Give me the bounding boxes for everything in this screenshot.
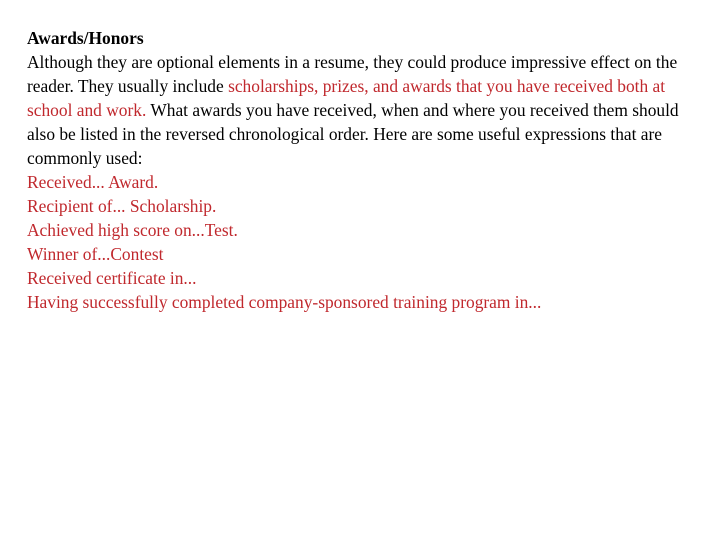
expression-item: Received... Award. — [27, 172, 159, 192]
expression-item: Having successfully completed company-sponsored training program in... — [27, 292, 542, 312]
expression-item: Recipient of... Scholarship. — [27, 196, 217, 216]
expression-item: Achieved high score on...Test. — [27, 220, 238, 240]
expressions-list — [27, 170, 697, 314]
section-heading: Awards/Honors — [27, 28, 144, 48]
expression-item: Winner of...Contest — [27, 244, 164, 264]
slide-content — [27, 26, 697, 314]
body-paragraph — [27, 50, 697, 170]
body-intro: Although they are optional elements in a resume, they could produce impressive effect on the reader. They usually include — [27, 52, 678, 96]
expression-item: Received certificate in... — [27, 268, 197, 288]
body-rest: What awards you have received, when and where you received them should also be listed in the reversed chronological order. Here are some useful expressions that are commonly used: — [27, 100, 679, 168]
body-highlight: scholarships, prizes, and awards that you have received both at school and work. — [27, 76, 666, 120]
